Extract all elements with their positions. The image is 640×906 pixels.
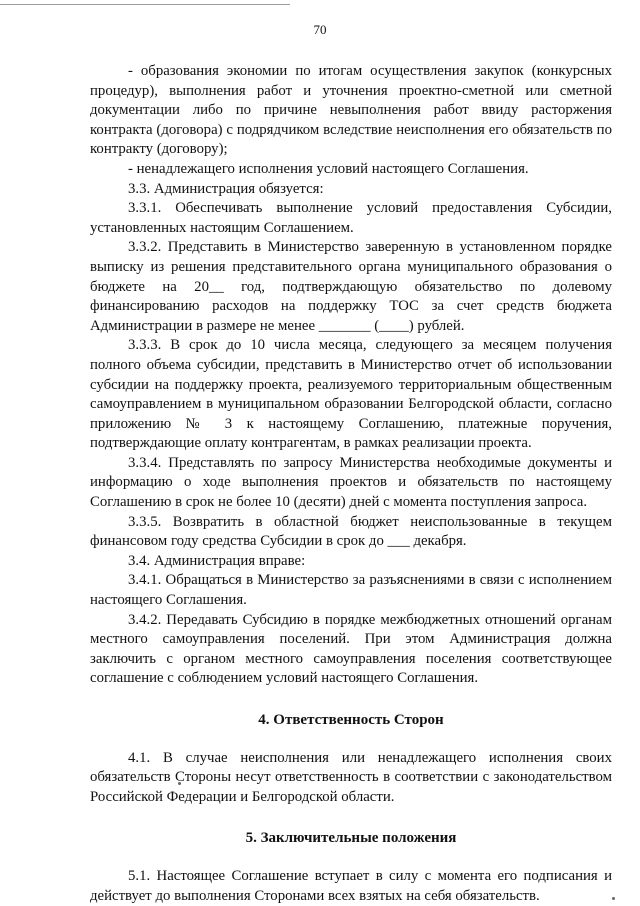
paragraph: - образования экономии по итогам осуществления закупок (конкурсных процедур), выполнения работ и уточнения проектно-сметной или сметной документации либо по причине невыполнения работ ввиду расторжения контракта (договора) с подрядчиком вследствие неисполнения его обязательств по контракту (договору); bbox=[90, 63, 612, 158]
paragraph: 3.3.1. Обеспечивать выполнение условий предоставления Субсидии, установленных настоящим Соглашением. bbox=[90, 200, 612, 236]
paragraph: 3.4.1. Обращаться в Министерство за разъяснениями в связи с исполнением настоящего Соглашения. bbox=[90, 572, 612, 609]
paragraph: 5.1. Настоящее Соглашение вступает в силу с момента его подписания и действует до выполнения Сторонами всех взятых на себя обязательств. bbox=[90, 867, 612, 904]
page-number: 70 bbox=[313, 22, 327, 37]
section-heading: 5. Заключительные положения bbox=[245, 830, 457, 847]
paragraph: - ненадлежащего исполнения условий настоящего Соглашения. bbox=[128, 160, 529, 177]
paragraph: 3.3.5. Возвратить в областной бюджет неиспользованные в текущем финансовом году средства Субсидии в срок до ___ декабря. bbox=[90, 513, 612, 550]
paragraph: 3.3. Администрация обязуется: bbox=[128, 180, 324, 197]
section-heading: 4. Ответственность Сторон bbox=[258, 712, 444, 728]
paragraph: 3.4.2. Передавать Субсидию в порядке межбюджетных отношений органам местного самоуправления поселений. При этом Администрация должна заключить с органом местного самоуправления поселения соответствующее соглашение с соблюдением условий настоящего Соглашения. bbox=[90, 611, 612, 687]
scan-speck bbox=[612, 897, 615, 900]
paragraph: 4.1. В случае неисполнения или ненадлежащего исполнения своих обязательств Стороны несут ответственность в соответствии с законодательством Российской Федерации и Белгородской области. bbox=[90, 749, 612, 805]
paragraph: 3.4. Администрация вправе: bbox=[128, 552, 306, 569]
document-body bbox=[90, 62, 612, 906]
paragraph: 3.3.4. Представлять по запросу Министерства необходимые документы и информацию о ходе выполнения проектов и обязательств по настоящему Соглашению в срок не более 10 (десяти) дней с момента поступления запроса. bbox=[90, 454, 612, 511]
scan-edge-line bbox=[0, 4, 290, 5]
paragraph: 3.3.3. В срок до 10 числа месяца, следующего за месяцем получения полного объема субсидии, представить в Министерство отчет об использовании субсидии на поддержку проекта, реализуемого территориальным общественным самоуправлением в муниципальном образовании Белгородской области, согласно приложению № 3 к настоящему Соглашению, платежные поручения, подтверждающие оплату контрагентам, в рамках реализации проекта. bbox=[90, 337, 612, 452]
paragraph: 3.3.2. Представить в Министерство заверенную в установленном порядке выписку из решения представительного органа муниципального образования о бюджете на 20__ год, подтверждающую обязательство по долевому финансированию расходов на поддержку ТОС за счет средств бюджета Администрации в размере не менее _______ (____) рублей. bbox=[90, 239, 612, 334]
